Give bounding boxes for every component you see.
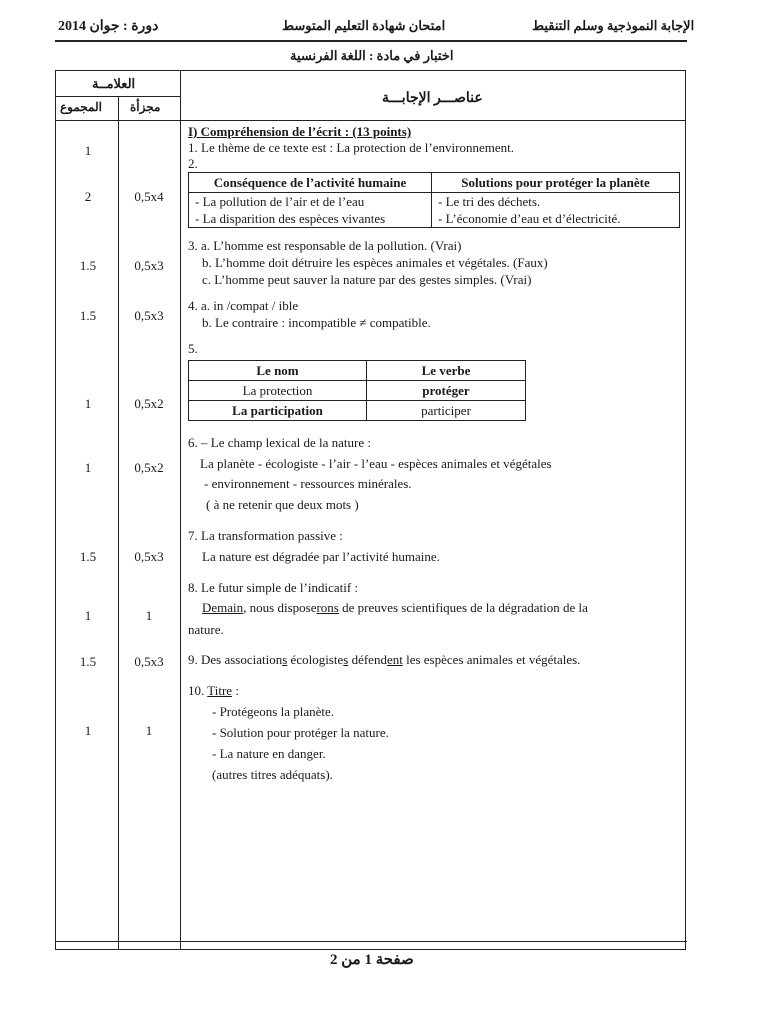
subject-label: اختبار في مادة : اللغة الفرنسية [290, 48, 454, 63]
mark-partial-5: 0,5x2 [134, 396, 164, 411]
q2-number: 2. [188, 156, 198, 171]
mark-total-5: 1 [84, 396, 92, 411]
document-type: الإجابة النموذجية وسلم التنقيط [532, 18, 695, 33]
mark-partial-6: 0,5x2 [134, 460, 164, 475]
q4-line-b: b. Le contraire : incompatible ≠ compatible. [202, 315, 431, 330]
mark-partial-10: 1 [145, 723, 153, 738]
mark-total-6: 1 [84, 460, 92, 475]
q8-answer: Demain, nous disposerons de preuves scientifiques de la dégradation de la [202, 600, 588, 615]
q5-cell: protéger [367, 381, 526, 401]
q6-note: ( à ne retenir que deux mots ) [206, 497, 359, 512]
mark-total-10: 1 [84, 723, 92, 738]
q8-answer-end: nature. [188, 622, 224, 637]
q3-line-b: b. L’homme doit détruire les espèces animales et végétales. (Faux) [202, 255, 548, 270]
mark-partial-2: 0,5x4 [134, 189, 164, 204]
section-title: I) Compréhension de l’écrit : (13 points) [188, 124, 412, 139]
table-head-rule [55, 120, 685, 121]
q5-cell: participer [367, 401, 526, 421]
grade-heading: العلامــة [92, 76, 136, 91]
mark-total-3: 1.5 [79, 258, 97, 273]
q6-line-2: - environnement - ressources minérales. [204, 476, 412, 491]
q10-item-4: (autres titres adéquats). [212, 767, 333, 782]
q7-title: 7. La transformation passive : [188, 528, 343, 543]
q5-cell: La participation [189, 401, 367, 421]
q5-table [188, 360, 526, 421]
q10-item-2: - Solution pour protéger la nature. [212, 725, 389, 740]
q4-line-a: 4. a. in /compat / ible [188, 298, 299, 313]
q5-cell: La protection [189, 381, 367, 401]
session-label: دورة : جوان 2014 [58, 19, 159, 34]
q6-title: 6. – Le champ lexical de la nature : [188, 435, 372, 450]
q10-item-3: - La nature en danger. [212, 746, 326, 761]
q2-cell: - L’économie d’eau et d’électricité. [432, 210, 680, 228]
q5-header-verb: Le verbe [367, 361, 526, 381]
mark-partial-7: 0,5x3 [134, 549, 164, 564]
mark-total-9: 1.5 [79, 654, 97, 669]
q2-header-consequence: Conséquence de l’activité humaine [189, 173, 432, 193]
q2-cell: - La pollution de l’air et de l’eau [189, 193, 432, 211]
footer-rule [55, 941, 687, 942]
q5-header-noun: Le nom [189, 361, 367, 381]
exam-title: امتحان شهادة التعليم المتوسط [282, 18, 446, 33]
mark-total-1: 1 [84, 143, 92, 158]
q5-number: 5. [188, 341, 198, 356]
answer-elements-heading: عناصـــر الإجابـــة [382, 91, 483, 106]
mark-total-2: 2 [84, 189, 92, 204]
q10-title: 10. Titre : [188, 683, 239, 698]
mark-total-4: 1.5 [79, 308, 97, 323]
mark-partial-9: 0,5x3 [134, 654, 164, 669]
q8-title: 8. Le futur simple de l’indicatif : [188, 580, 359, 595]
q10-item-1: - Protégeons la planète. [212, 704, 335, 719]
mark-partial-4: 0,5x3 [134, 308, 164, 323]
total-heading: المجموع [60, 100, 102, 114]
q2-table [188, 172, 680, 228]
q1-answer: 1. Le thème de ce texte est : La protection de l’environnement. [188, 140, 514, 155]
marks-divider [118, 96, 119, 949]
grade-head-rule [55, 96, 181, 97]
q2-header-solutions: Solutions pour protéger la planète [432, 173, 680, 193]
page-number: صفحة 1 من 2 [330, 952, 414, 968]
q2-cell: - Le tri des déchets. [432, 193, 680, 211]
q2-cell: - La disparition des espèces vivantes [189, 210, 432, 228]
mark-partial-3: 0,5x3 [134, 258, 164, 273]
q3-line-a: 3. a. L’homme est responsable de la pollution. (Vrai) [188, 238, 462, 253]
q6-line-1: La planète - écologiste - l’air - l’eau - espèces animales et végétales [200, 456, 552, 471]
mark-partial-8: 1 [145, 608, 153, 623]
column-divider [180, 70, 181, 949]
header-rule [55, 40, 687, 42]
mark-total-7: 1.5 [79, 549, 97, 564]
q7-answer: La nature est dégradée par l’activité humaine. [202, 549, 440, 564]
partial-heading: مجزأة [130, 100, 161, 114]
q3-line-c: c. L’homme peut sauver la nature par des gestes simples. (Vrai) [202, 272, 532, 287]
q9-answer: 9. Des associations écologistes défendent les espèces animales et végétales. [188, 652, 581, 667]
mark-total-8: 1 [84, 608, 92, 623]
